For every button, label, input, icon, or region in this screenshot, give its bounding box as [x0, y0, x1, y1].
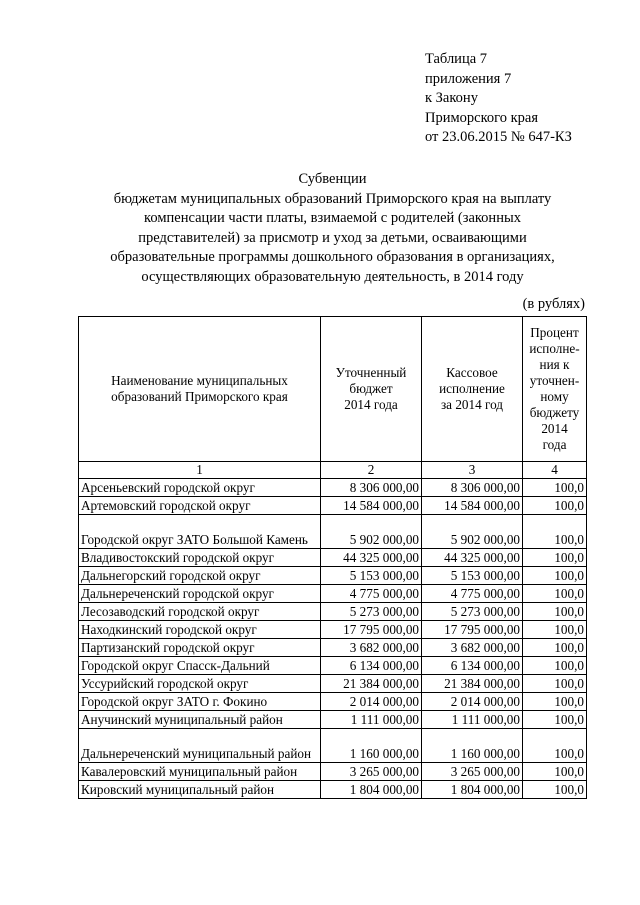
percent-value: 100,0: [523, 693, 587, 711]
table-body: [79, 479, 587, 799]
municipality-name: Находкинский городской округ: [79, 621, 321, 639]
municipality-name: Дальнегорский городской округ: [79, 567, 321, 585]
budget-value: 21 384 000,00: [321, 675, 422, 693]
table-row: [79, 621, 587, 639]
municipality-name: Партизанский городской округ: [79, 639, 321, 657]
table-header-row: [79, 317, 587, 462]
execution-value: 2 014 000,00: [422, 693, 523, 711]
municipality-name: Владивостокский городской округ: [79, 549, 321, 567]
execution-value: 14 584 000,00: [422, 497, 523, 515]
percent-value: 100,0: [523, 621, 587, 639]
table-row: [79, 639, 587, 657]
column-number: 3: [422, 462, 523, 479]
table-row: [79, 693, 587, 711]
table-row: [79, 497, 587, 515]
table-row: [79, 675, 587, 693]
table-row: [79, 515, 587, 549]
percent-value: 100,0: [523, 603, 587, 621]
percent-value: 100,0: [523, 781, 587, 799]
execution-value: 3 682 000,00: [422, 639, 523, 657]
execution-value: 1 804 000,00: [422, 781, 523, 799]
table-row: [79, 711, 587, 729]
municipality-name: Лесозаводский городской округ: [79, 603, 321, 621]
percent-value: 100,0: [523, 497, 587, 515]
municipality-name: Дальнереченский муниципальный район: [79, 729, 321, 763]
title-line: представителей) за присмотр и уход за детьми, осваивающими: [138, 229, 527, 246]
header-line: от 23.06.2015 № 647-КЗ: [425, 129, 572, 145]
percent-value: 100,0: [523, 763, 587, 781]
municipality-name: Кавалеровский муниципальный район: [79, 763, 321, 781]
column-header-budget: Уточненный бюджет 2014 года: [321, 317, 422, 462]
table-row: [79, 657, 587, 675]
header-line: Приморского края: [425, 109, 539, 126]
budget-value: 14 584 000,00: [321, 497, 422, 515]
title-line: образовательные программы дошкольного образования в организациях,: [110, 249, 555, 265]
execution-value: 3 265 000,00: [422, 763, 523, 781]
budget-value: 1 804 000,00: [321, 781, 422, 799]
execution-value: 5 153 000,00: [422, 567, 523, 585]
title-line: Субвенции: [298, 171, 367, 187]
column-header-execution: Кассовое исполнение за 2014 год: [422, 317, 523, 462]
execution-value: 4 775 000,00: [422, 585, 523, 603]
column-number: 1: [79, 462, 321, 479]
budget-value: 17 795 000,00: [321, 621, 422, 639]
budget-value: 5 902 000,00: [321, 515, 422, 549]
execution-value: 44 325 000,00: [422, 549, 523, 567]
execution-value: 5 902 000,00: [422, 515, 523, 549]
column-number: 4: [523, 462, 587, 479]
column-number-row: [79, 462, 587, 479]
budget-value: 3 682 000,00: [321, 639, 422, 657]
municipality-name: Дальнереченский городской округ: [79, 585, 321, 603]
municipality-name: Городской округ ЗАТО Большой Камень: [79, 515, 321, 549]
execution-value: 6 134 000,00: [422, 657, 523, 675]
execution-value: 8 306 000,00: [422, 479, 523, 497]
table-row: [79, 781, 587, 799]
percent-value: 100,0: [523, 657, 587, 675]
title-line: компенсации части платы, взимаемой с родителей (законных: [144, 210, 521, 226]
title-line: бюджетам муниципальных образований Приморского края на выплату: [113, 190, 552, 207]
budget-value: 1 160 000,00: [321, 729, 422, 763]
percent-value: 100,0: [523, 515, 587, 549]
title-line: осуществляющих образовательную деятельность, в 2014 году: [141, 268, 524, 285]
percent-value: 100,0: [523, 585, 587, 603]
budget-value: 8 306 000,00: [321, 479, 422, 497]
percent-value: 100,0: [523, 479, 587, 497]
budget-value: 5 153 000,00: [321, 567, 422, 585]
unit-label: (в рублях): [522, 296, 585, 312]
table-row: [79, 549, 587, 567]
table-row: [79, 567, 587, 585]
municipality-name: Арсеньевский городской округ: [79, 479, 321, 497]
execution-value: 5 273 000,00: [422, 603, 523, 621]
document-title: [80, 170, 585, 287]
execution-value: 21 384 000,00: [422, 675, 523, 693]
budget-value: 44 325 000,00: [321, 549, 422, 567]
budget-value: 2 014 000,00: [321, 693, 422, 711]
municipality-name: Городской округ ЗАТО г. Фокино: [79, 693, 321, 711]
table-row: [79, 479, 587, 497]
budget-value: 3 265 000,00: [321, 763, 422, 781]
header-line: к Закону: [425, 90, 478, 106]
percent-value: 100,0: [523, 549, 587, 567]
percent-value: 100,0: [523, 729, 587, 763]
percent-value: 100,0: [523, 675, 587, 693]
table-row: [79, 603, 587, 621]
column-header-percent: Процент исполне- ния к уточнен- ному бюджету 2014 года: [523, 317, 587, 462]
column-number: 2: [321, 462, 422, 479]
table-row: [79, 729, 587, 763]
municipality-name: Анучинский муниципальный район: [79, 711, 321, 729]
municipality-name: Кировский муниципальный район: [79, 781, 321, 799]
table-row: [79, 585, 587, 603]
document-header: [425, 50, 572, 148]
subventions-table: [78, 316, 587, 799]
percent-value: 100,0: [523, 567, 587, 585]
column-header-name: Наименование муниципальных образований Приморского края: [79, 317, 321, 462]
budget-value: 6 134 000,00: [321, 657, 422, 675]
percent-value: 100,0: [523, 711, 587, 729]
percent-value: 100,0: [523, 639, 587, 657]
execution-value: 1 111 000,00: [422, 711, 523, 729]
header-line: приложения 7: [425, 70, 512, 87]
header-line: Таблица 7: [425, 51, 488, 67]
municipality-name: Городской округ Спасск-Дальний: [79, 657, 321, 675]
budget-value: 1 111 000,00: [321, 711, 422, 729]
municipality-name: Уссурийский городской округ: [79, 675, 321, 693]
execution-value: 1 160 000,00: [422, 729, 523, 763]
table-row: [79, 763, 587, 781]
budget-value: 5 273 000,00: [321, 603, 422, 621]
budget-value: 4 775 000,00: [321, 585, 422, 603]
municipality-name: Артемовский городской округ: [79, 497, 321, 515]
execution-value: 17 795 000,00: [422, 621, 523, 639]
